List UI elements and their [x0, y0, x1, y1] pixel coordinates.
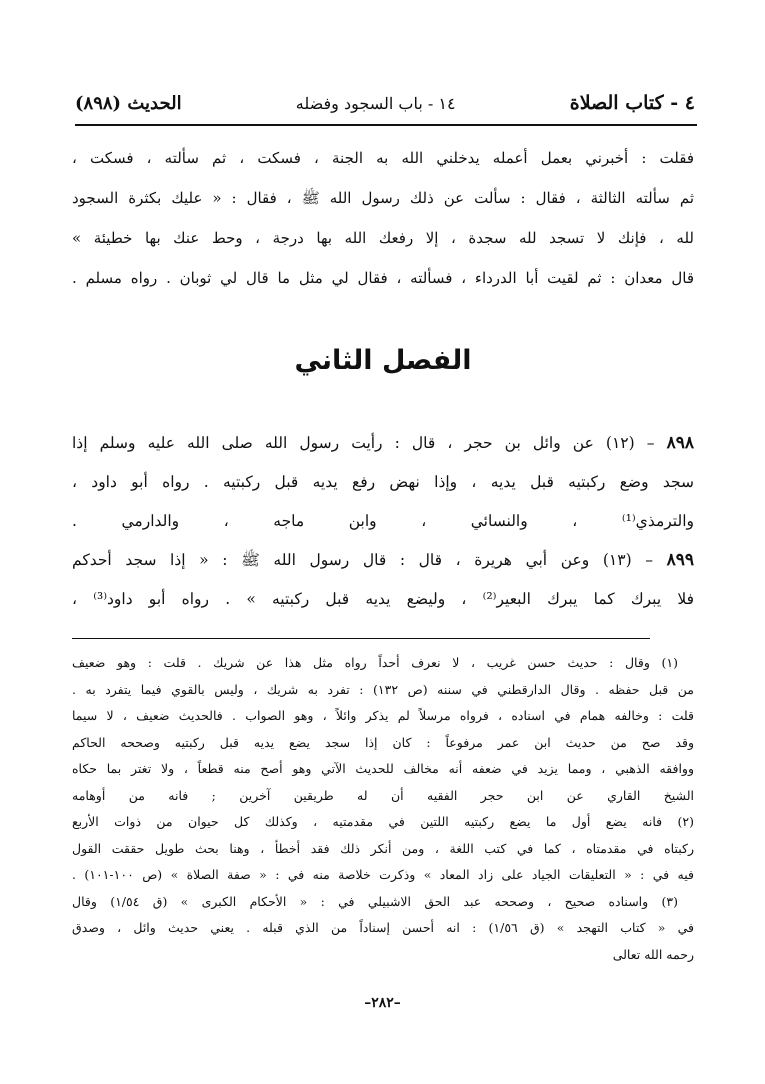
footnote-line: (١) وقال : حديث حسن غريب ، لا نعرف أحداً رواه مثل هذا عن شريك . قلت : وهو ضعيف — [72, 655, 678, 670]
hadith-898-line: سجد وضع ركبتيه قبل يديه ، وإذا نهض رفع يديه قبل ركبتيه . رواه أبو داود ، — [72, 473, 694, 491]
hadith-899-line — [72, 541, 694, 580]
footnote-line: قلت : وخالفه همام في اسناده ، فرواه مرسلاً لم يذكر وائلاً ، وهو الصواب . فالحديث ضعيف ، لا سيما — [72, 708, 694, 723]
header-book-title: ٤ - كتاب الصلاة — [569, 92, 695, 114]
footnote-line: رحمه الله تعالى — [612, 946, 694, 962]
footnote-line: (٣) واسناده صحيح ، وصححه عبد الحق الاشبيلي في : « الأحكام الكبرى » (ق ١/٥٤) وقال — [72, 893, 678, 909]
footnote-line: ركبتاه في مقدمتاه ، كما في كتب اللغة ، ومن أنكر ذلك فقد أخطأ ، وهنا بحث طويل حققت القول — [72, 840, 694, 856]
header-hadith-ref: الحديث (٨٩٨) — [75, 92, 182, 114]
footnotes — [72, 650, 694, 968]
footnote-line: في « كتاب التهجد » (ق ١/٥٦) : انه أحسن إسناداً من الذي قبله . يعني حديث وائل ، وصدق — [72, 920, 694, 935]
hadith-text: – (١٢) عن وائل بن حجر ، قال : رأيت رسول الله صلى الله عليه وسلم إذا — [72, 434, 655, 452]
header-chapter-title: ١٤ - باب السجود وفضله — [295, 93, 456, 113]
footnote-line: من قبل حفظه . وقال الدارقطني في سننه (ص ١٣٢) : تفرد به شريك ، وليس بالقوي فيما يتفرد به . — [72, 681, 694, 697]
hadith-number: ٨٩٨ — [666, 433, 694, 453]
text-line: ثم سألته الثالثة ، فقال : سألت عن ذلك رسول الله ﷺ ، فقال : « عليك بكثرة السجود — [72, 189, 694, 207]
running-header — [75, 86, 695, 120]
footnote-line: (٢) فانه يضع أول ما يضع ركبتيه اللتين في مقدمتيه ، وكذلك كل حيوان من ذوات الأربع — [72, 814, 694, 829]
hadith-899-line: فلا يبرك كما يبرك البعير⁽²⁾ ، وليضع يديه قبل ركبتيه » . رواه أبو داود⁽³⁾ ، — [72, 590, 694, 608]
hadith-number: ٨٩٩ — [666, 550, 694, 570]
hadith-text: – (١٣) وعن أبي هريرة ، قال : قال رسول الله ﷺ : « إذا سجد أحدكم — [72, 551, 653, 569]
hadith-898-line: والترمذي⁽¹⁾ ، والنسائي ، وابن ماجه ، والدارمي . — [72, 512, 694, 530]
page-number: –٢٨٢– — [364, 995, 401, 1011]
footnote-line: وقد صح من حديث ابن عمر مرفوعاً : كان إذا سجد يضع يديه قبل ركبتيه وصححه الحاكم — [72, 734, 694, 750]
hadith-898-line — [72, 424, 694, 463]
text-line: فقلت : أخبرني بعمل أعمله يدخلني الله به الجنة ، فسكت ، ثم سألته ، فسكت ، — [72, 149, 694, 167]
footnote-line: ووافقه الذهبي ، ومما يزيد في ضعفه أنه مخالف للحديث الآتي وهو أصح منه قطعاً ، ولا تغتر بما حكاه — [72, 761, 694, 776]
text-line: لله ، فإنك لا تسجد لله سجدة ، إلا رفعك الله بها درجة ، وحط عنك بها خطيئة » — [72, 229, 694, 247]
section-title: الفصل الثاني — [294, 345, 472, 376]
footnote-line: فيه في : « التعليقات الجياد على زاد المعاد » وذكرت خلاصة منه في : « صفة الصلاة » (ص ١٠٠-١٠١) . — [72, 867, 694, 882]
header-divider — [75, 124, 697, 126]
hadith-list — [72, 424, 694, 619]
text-line: قال معدان : ثم لقيت أبا الدرداء ، فسألته ، فقال لي مثل ما قال لي ثوبان . رواه مسلم . — [72, 269, 694, 287]
footnote-line: الشيخ القاري عن ابن حجر الفقيه أن له طريقين آخرين ; فانه من أوهامه — [72, 787, 694, 803]
footnote-divider — [72, 638, 650, 639]
continued-hadith-text — [72, 138, 694, 298]
